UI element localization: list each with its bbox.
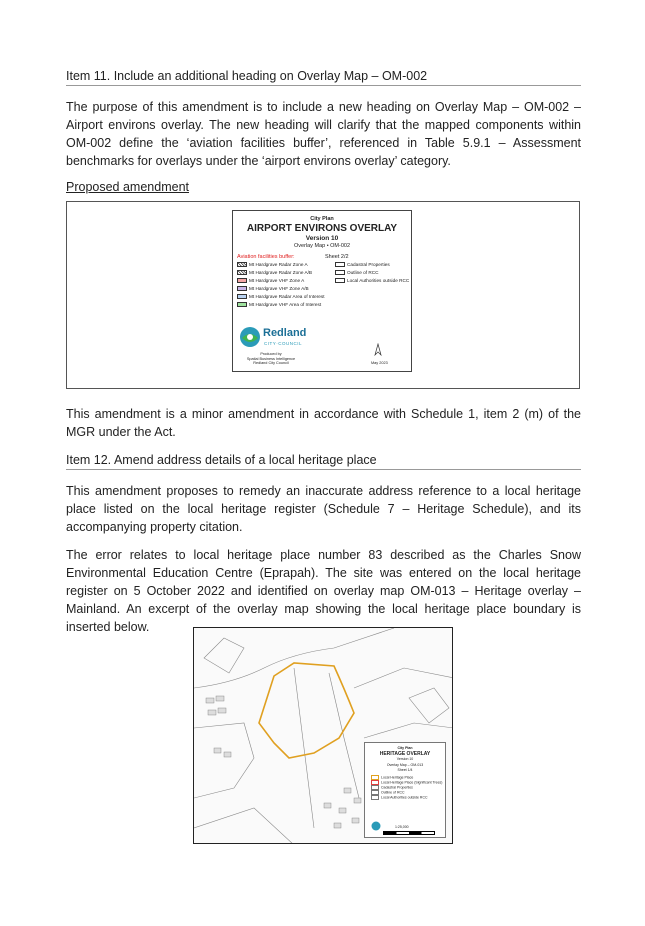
legend-item-label: Mt Hardgrave VHF Area of Interest — [249, 302, 322, 307]
map-legend-title: HERITAGE OVERLAY — [379, 750, 431, 757]
map-scale-bar — [383, 831, 435, 835]
legend-swatch — [237, 286, 247, 291]
legend-left-item — [237, 278, 304, 284]
map-legend-item-label: Local Heritage Place — [381, 775, 414, 780]
legend-city-plan: City Plan — [310, 216, 334, 222]
map-redland-logo-icon — [371, 821, 381, 831]
heritage-place-boundary — [259, 663, 354, 758]
legend-title: AIRPORT ENVIRONS OVERLAY — [246, 223, 398, 234]
heritage-map-legend — [364, 742, 446, 838]
map-legend-overlay: Overlay Map – OM-013 — [386, 763, 424, 767]
proposed-amendment-label: Proposed amendment — [66, 180, 189, 194]
legend-item-label: Mt Hardgrave Radar Area of Interest — [249, 294, 325, 299]
legend-swatch — [237, 294, 247, 299]
map-legend-item-label: Local Authorities outside RCC — [381, 795, 428, 800]
map-legend-version: Version 10 — [396, 756, 414, 761]
legend-item-label: Outline of RCC — [347, 270, 379, 275]
legend-date: May 2023 — [371, 361, 388, 365]
logo-word: Redland — [263, 327, 307, 339]
map-legend-item — [371, 795, 445, 800]
legend-swatch — [335, 262, 345, 267]
legend-right-item — [335, 270, 379, 276]
map-legend-sheet: Sheet 1/4 — [397, 767, 413, 772]
legend-version: Version 10 — [305, 235, 339, 242]
legend-item-label: Mt Hardgrave Radar Zone A/B — [249, 270, 313, 275]
legend-left-item — [237, 270, 312, 276]
map-legend-city-plan: City Plan — [397, 746, 413, 750]
map-legend-item-label: Outline of RCC — [381, 790, 405, 795]
legend-item-label: Mt Hardgrave VHF Zone A/B — [249, 286, 309, 291]
legend-left-item — [237, 294, 325, 300]
legend-swatch — [237, 278, 247, 283]
legend-item-label: Mt Hardgrave Radar Zone A — [249, 262, 308, 267]
produced-by — [241, 352, 301, 366]
legend-right-item — [335, 278, 409, 284]
item-11-paragraph: The purpose of this amendment is to include a new heading on Overlay Map – OM-002 – Airport environs overlay. The new heading will clarify that the mapped components within OM-002 define the ‘aviation facilities buffer’, referenced in Table 5.9.1 – Assessment benchmarks for overlays under the ‘airport environs overlay’ category. — [66, 100, 581, 168]
logo-sub: CITY·COUNCIL — [264, 341, 303, 346]
legend-left-item — [237, 262, 308, 268]
legend-sheet: Sheet 2/2 — [325, 254, 349, 260]
redland-logo-icon — [239, 326, 261, 348]
proposed-amendment-figure — [66, 201, 580, 389]
item-12-paragraph-2: The error relates to local heritage place number 83 described as the Charles Snow Environmental Education Centre (Eprapah). The site was entered on the local heritage register on 5 October 2022 and identified on overlay map OM-013 – Heritage overlay – Mainland. An excerpt of the overlay map showing the local heritage place boundary is inserted below. — [66, 548, 581, 634]
legend-left-item — [237, 302, 321, 308]
map-scale: 1:25,000 — [395, 825, 409, 829]
legend-swatch — [237, 262, 247, 267]
legend-overlay-map: Overlay Map • OM-002 — [293, 243, 351, 249]
legend-swatch — [237, 302, 247, 307]
item-12-paragraph-1: This amendment proposes to remedy an inaccurate address reference to a local heritage place listed on the local heritage register (Schedule 7 – Heritage Schedule), and its accompanying property citation. — [66, 484, 581, 534]
produced-by-line-1: Produced by — [260, 352, 282, 356]
north-arrow-icon — [373, 343, 383, 357]
legend-left-item — [237, 286, 309, 292]
map-legend-swatch — [371, 795, 379, 800]
map-legend-item-label: Cadastral Properties — [381, 785, 413, 790]
legend-item-label: Cadastral Properties — [347, 262, 390, 267]
legend-item-label: Local Authorities outside RCC — [347, 278, 410, 283]
legend-item-label: Mt Hardgrave VHF Zone A — [249, 278, 305, 283]
legend-swatch — [335, 270, 345, 275]
legend-swatch — [237, 270, 247, 275]
item-12-heading: Item 12. Amend address details of a local heritage place — [66, 452, 581, 470]
overlay-legend-card — [232, 210, 412, 372]
produced-by-line-2: Spatial Business Intelligence — [246, 356, 296, 361]
heritage-overlay-map-excerpt — [193, 627, 453, 844]
item-11-heading: Item 11. Include an additional heading on Overlay Map – OM-002 — [66, 68, 581, 86]
map-legend-item-label: Local Heritage Place (Significant Trees) — [381, 780, 443, 785]
produced-by-line-3: Redland City Council — [253, 361, 289, 365]
legend-swatch — [335, 278, 345, 283]
minor-amendment-note: This amendment is a minor amendment in accordance with Schedule 1, item 2 (m) of the MGR under the Act. — [66, 407, 581, 439]
legend-new-heading: Aviation facilities buffer: — [237, 254, 295, 260]
legend-right-item — [335, 262, 390, 268]
